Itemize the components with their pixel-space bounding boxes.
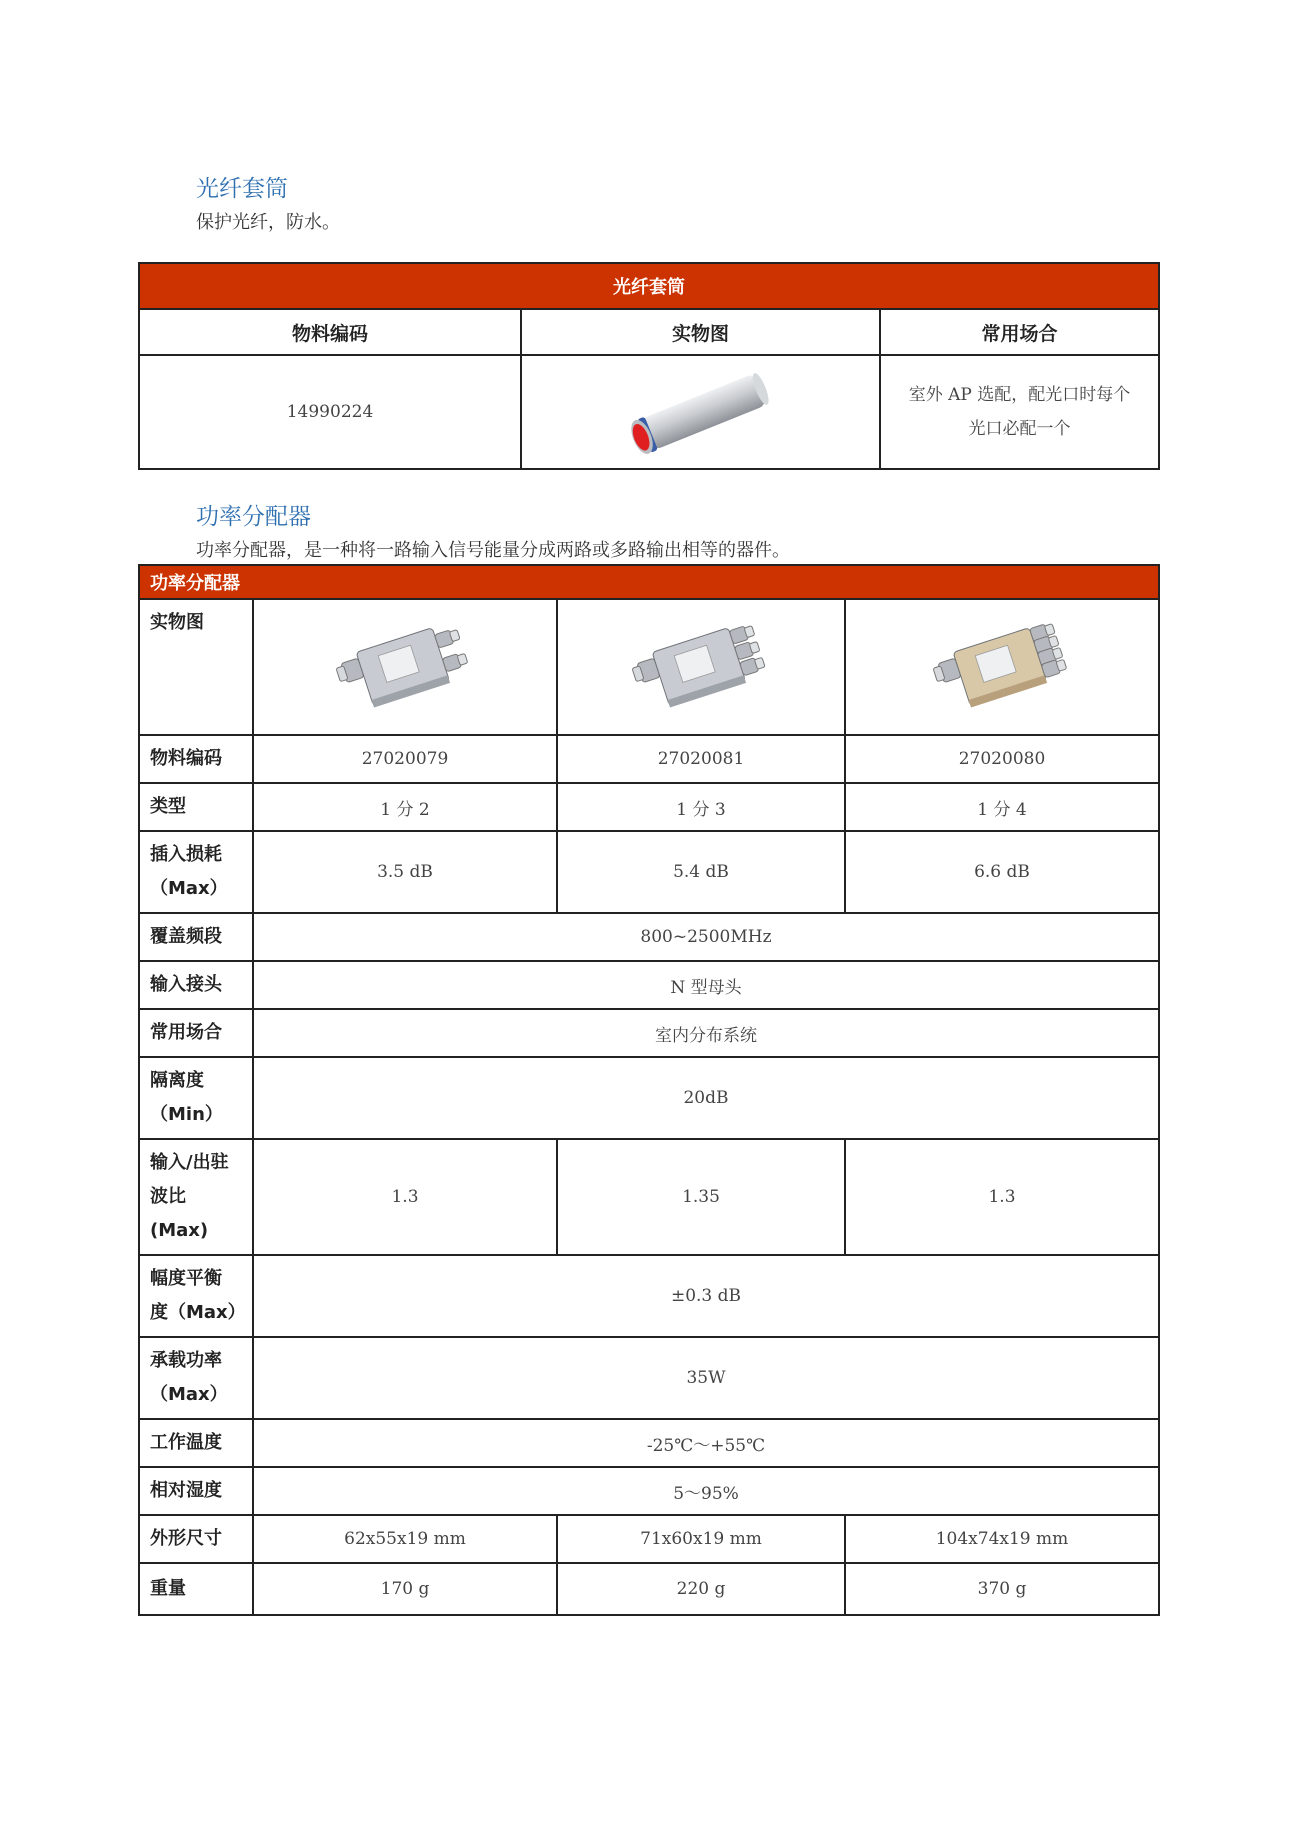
sleeve-header-photo: 实物图 xyxy=(521,309,880,355)
label-isolation-line2: （Min） xyxy=(150,1104,223,1125)
splitter-photo-cell-2 xyxy=(557,599,845,735)
label-power xyxy=(139,1337,253,1419)
connector-value: N 型母头 xyxy=(253,961,1159,1009)
label-usage: 常用场合 xyxy=(139,1009,253,1057)
splitter-description: 功率分配器，是一种将一路输入信号能量分成两路或多路输出相等的器件。 xyxy=(196,540,790,561)
usage-value: 室内分布系统 xyxy=(253,1009,1159,1057)
label-photo: 实物图 xyxy=(139,599,253,735)
sleeve-section-title: 光纤套筒 xyxy=(196,176,288,202)
splitter-section-title: 功率分配器 xyxy=(196,504,311,530)
weight-1: 170 g xyxy=(253,1563,557,1615)
type-1: 1 分 2 xyxy=(253,783,557,831)
sleeve-usage-cell xyxy=(880,355,1159,469)
label-power-line1: 承载功率 xyxy=(150,1350,222,1371)
label-insertion xyxy=(139,831,253,913)
sleeve-header-code: 物料编码 xyxy=(139,309,521,355)
sleeve-photo-cell xyxy=(521,355,880,469)
sleeve-table-title: 光纤套筒 xyxy=(139,263,1159,309)
weight-3: 370 g xyxy=(845,1563,1159,1615)
label-isolation-line1: 隔离度 xyxy=(150,1070,204,1091)
vswr-1: 1.3 xyxy=(253,1139,557,1255)
size-2: 71x60x19 mm xyxy=(557,1515,845,1563)
splitter-table xyxy=(138,564,1160,1616)
sleeve-usage-line1: 室外 AP 选配，配光口时每个 xyxy=(908,385,1131,405)
label-size: 外形尺寸 xyxy=(139,1515,253,1563)
splitter-image-2way xyxy=(325,612,485,722)
label-connector: 输入接头 xyxy=(139,961,253,1009)
splitter-photo-cell-1 xyxy=(253,599,557,735)
label-vswr-line1: 输入/出驻 xyxy=(150,1152,229,1173)
splitter-image-3way xyxy=(621,612,781,722)
label-amp-line1: 幅度平衡 xyxy=(150,1268,222,1289)
label-vswr-line2: 波比(Max) xyxy=(150,1186,209,1241)
type-3: 1 分 4 xyxy=(845,783,1159,831)
band-value: 800~2500MHz xyxy=(253,913,1159,961)
sleeve-description: 保护光纤，防水。 xyxy=(196,212,340,233)
label-amp-line2: 度（Max） xyxy=(150,1302,246,1323)
label-band: 覆盖频段 xyxy=(139,913,253,961)
label-temp: 工作温度 xyxy=(139,1419,253,1467)
sleeve-usage-line2: 光口必配一个 xyxy=(968,419,1071,439)
code-1: 27020079 xyxy=(253,735,557,783)
label-amp xyxy=(139,1255,253,1337)
sleeve-header-usage: 常用场合 xyxy=(880,309,1159,355)
isolation-value: 20dB xyxy=(253,1057,1159,1139)
size-1: 62x55x19 mm xyxy=(253,1515,557,1563)
label-code: 物料编码 xyxy=(139,735,253,783)
amp-value: ±0.3 dB xyxy=(253,1255,1159,1337)
size-3: 104x74x19 mm xyxy=(845,1515,1159,1563)
splitter-table-title: 功率分配器 xyxy=(139,565,1159,599)
label-insertion-line2: （Max） xyxy=(150,878,228,899)
sleeve-code: 14990224 xyxy=(139,355,521,469)
label-power-line2: （Max） xyxy=(150,1384,228,1405)
splitter-photo-cell-3 xyxy=(845,599,1159,735)
weight-2: 220 g xyxy=(557,1563,845,1615)
vswr-3: 1.3 xyxy=(845,1139,1159,1255)
insertion-2: 5.4 dB xyxy=(557,831,845,913)
label-insertion-line1: 插入损耗 xyxy=(150,844,222,865)
label-humidity: 相对湿度 xyxy=(139,1467,253,1515)
temp-value: -25℃～+55℃ xyxy=(253,1419,1159,1467)
fiber-sleeve-image xyxy=(621,364,781,460)
sleeve-table xyxy=(138,262,1160,470)
splitter-image-4way xyxy=(922,612,1082,722)
insertion-3: 6.6 dB xyxy=(845,831,1159,913)
code-3: 27020080 xyxy=(845,735,1159,783)
type-2: 1 分 3 xyxy=(557,783,845,831)
label-type: 类型 xyxy=(139,783,253,831)
label-isolation xyxy=(139,1057,253,1139)
label-weight: 重量 xyxy=(139,1563,253,1615)
label-vswr xyxy=(139,1139,253,1255)
code-2: 27020081 xyxy=(557,735,845,783)
insertion-1: 3.5 dB xyxy=(253,831,557,913)
vswr-2: 1.35 xyxy=(557,1139,845,1255)
humidity-value: 5～95% xyxy=(253,1467,1159,1515)
power-value: 35W xyxy=(253,1337,1159,1419)
